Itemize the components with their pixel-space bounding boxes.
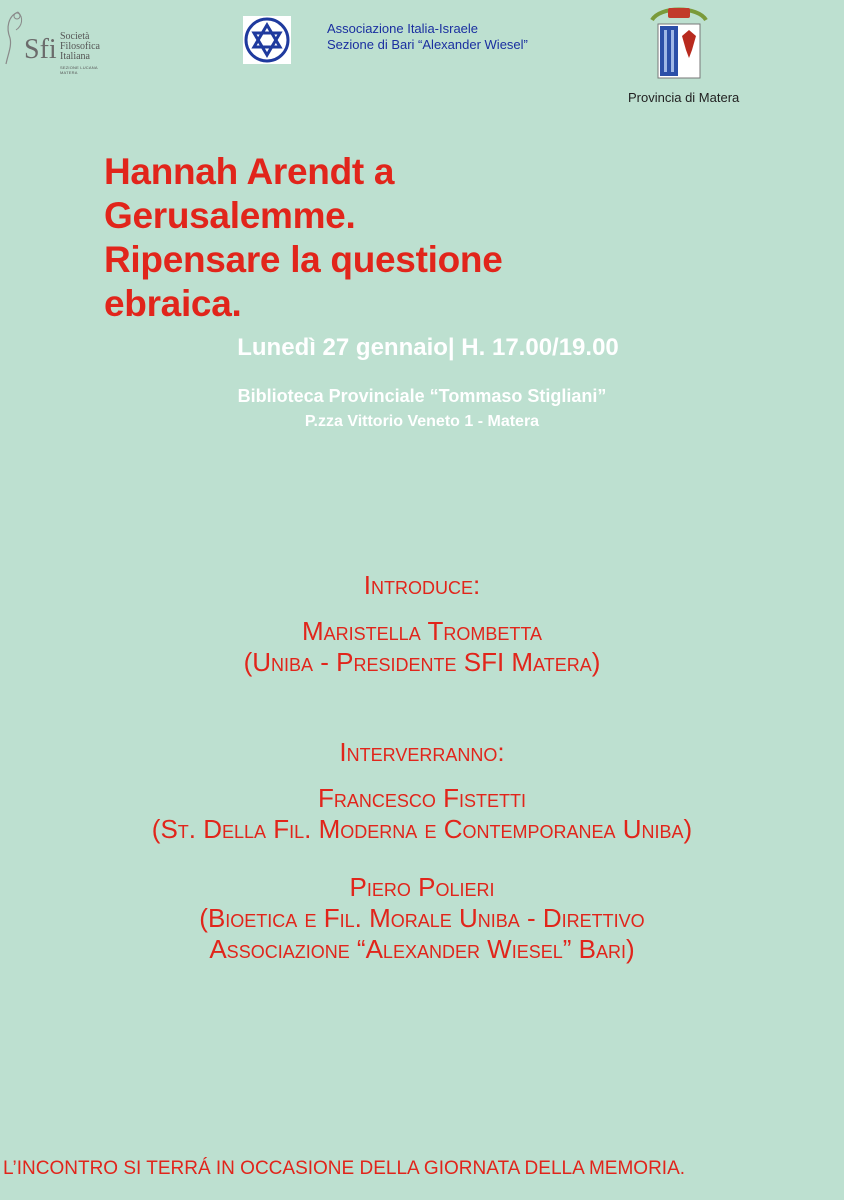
sfi-line: Italiana: [60, 51, 90, 62]
sfi-figure-icon: [4, 8, 26, 68]
title-line: ebraica.: [104, 283, 242, 324]
sfi-line: Filosofica: [60, 41, 100, 52]
association-name: [327, 21, 528, 53]
sfi-logo: [4, 6, 104, 76]
speaker-1-role: (St. Della Fil. Moderna e Contemporanea Uniba): [151, 814, 693, 844]
star-of-david-logo: [243, 16, 291, 64]
speaker-2-role: Associazione “Alexander Wiesel” Bari): [209, 934, 635, 964]
footer-note: L’INCONTRO SI TERRÁ IN OCCASIONE DELLA GIORNATA DELLA MEMORIA.: [3, 1158, 686, 1179]
intro-speaker-role: (Uniba - Presidente SFI Matera): [243, 647, 601, 677]
title-line: Hannah Arendt a: [104, 151, 395, 192]
title-line: Gerusalemme.: [104, 195, 356, 236]
association-line: Associazione Italia-Israele: [327, 21, 479, 36]
event-venue: Biblioteca Provinciale “Tommaso Stigliani”: [237, 386, 607, 406]
speaker-2-name: Piero Polieri: [349, 872, 495, 902]
province-label: Provincia di Matera: [628, 90, 740, 105]
event-title: [104, 150, 664, 326]
title-line: Ripensare la questione: [104, 239, 503, 280]
event-address: P.zza Vittorio Veneto 1 - Matera: [304, 413, 540, 430]
crest-icon: [646, 2, 712, 84]
sfi-line: Società: [60, 31, 90, 42]
intro-label: Introduce:: [363, 570, 481, 600]
province-crest: [646, 2, 712, 84]
speaker-2-role: (Bioetica e Fil. Morale Uniba - Direttivo: [199, 903, 645, 933]
intro-speaker-name: Maristella Trombetta: [302, 616, 542, 646]
event-date-time: Lunedì 27 gennaio| H. 17.00/19.00: [237, 334, 619, 361]
association-line: Sezione di Bari “Alexander Wiesel”: [327, 37, 528, 52]
sfi-logo-sub: SEZIONE LUCANA MATERA: [60, 65, 98, 75]
speaker-1-name: Francesco Fistetti: [317, 783, 526, 813]
star-of-david-icon: [243, 16, 291, 64]
sfi-mark: Sfi: [24, 34, 57, 65]
speakers-label: Interverranno:: [339, 737, 505, 767]
sfi-logo-text: [60, 32, 100, 62]
